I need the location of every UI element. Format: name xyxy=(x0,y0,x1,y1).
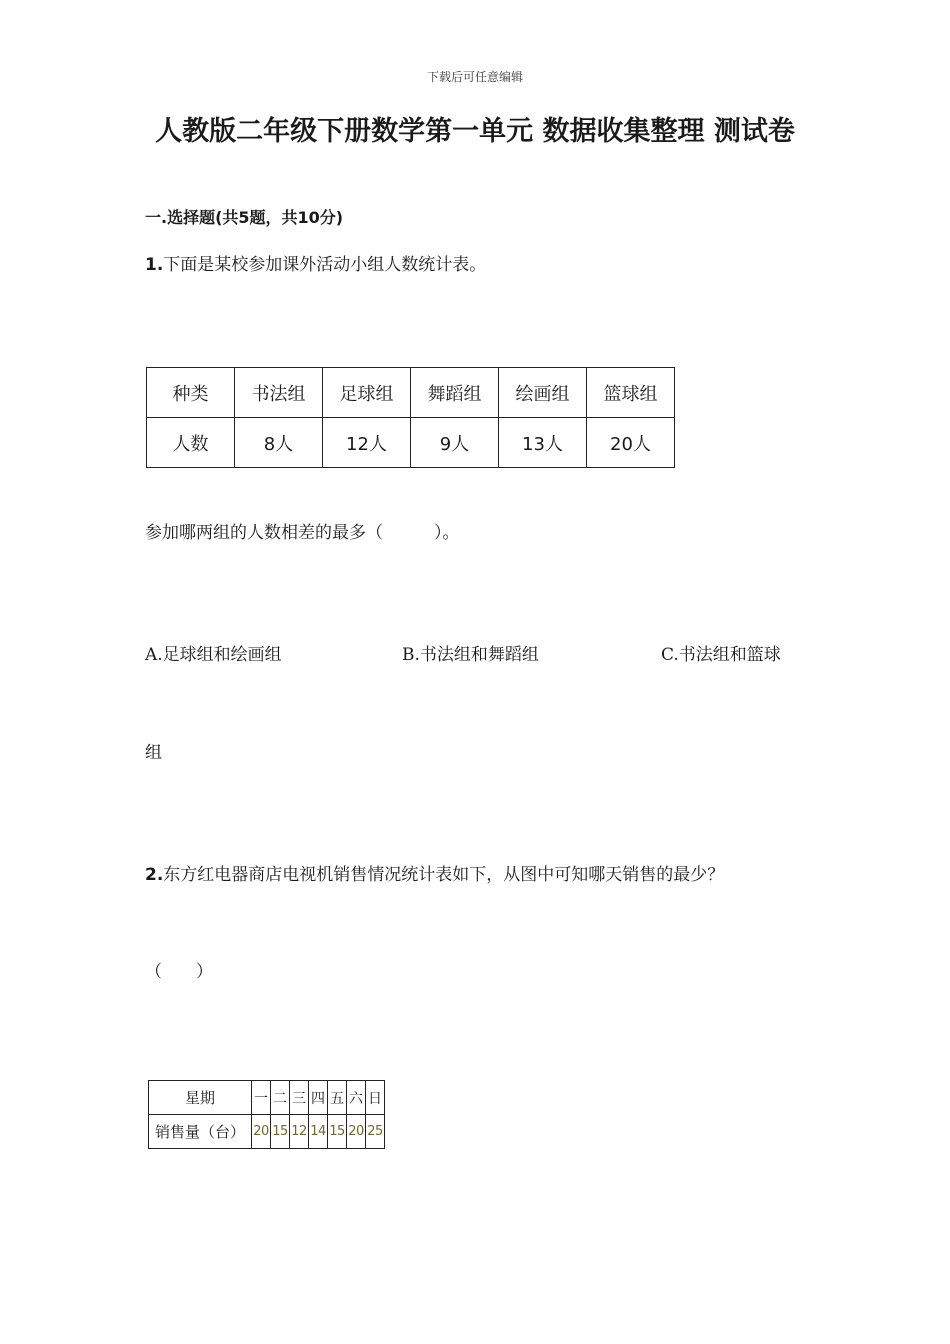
table-row xyxy=(147,418,675,468)
table-cell: 三 xyxy=(290,1081,309,1115)
option-c[interactable]: C.书法组和篮球 xyxy=(661,645,781,665)
table-cell: 五 xyxy=(328,1081,347,1115)
table-cell: 绘画组 xyxy=(499,368,587,418)
table-row xyxy=(149,1115,385,1149)
table-cell: 12人 xyxy=(323,418,411,468)
table-row xyxy=(147,368,675,418)
answer-blank[interactable]: （ ） xyxy=(145,962,213,982)
page-header: 下载后可任意编辑 xyxy=(426,70,523,84)
table-cell: 二 xyxy=(271,1081,290,1115)
question-1-number: 1. xyxy=(145,255,164,275)
section-heading: 一.选择题(共5题，共10分) xyxy=(145,208,344,227)
table-cell: 12 xyxy=(290,1115,309,1149)
table-cell: 日 xyxy=(366,1081,385,1115)
option-c-wrap: 组 xyxy=(145,743,162,763)
table-cell: 14 xyxy=(309,1115,328,1149)
question-1-prompt: 参加哪两组的人数相差的最多（ ）。 xyxy=(145,523,460,543)
table-cell: 13人 xyxy=(499,418,587,468)
table-cell: 15 xyxy=(271,1115,290,1149)
question-2-number: 2. xyxy=(145,865,164,885)
table-row-header: 种类 xyxy=(147,368,235,418)
table-cell: 舞蹈组 xyxy=(411,368,499,418)
option-b[interactable]: B.书法组和舞蹈组 xyxy=(402,645,539,665)
question-1 xyxy=(145,250,486,275)
table-row-header: 人数 xyxy=(147,418,235,468)
question-2 xyxy=(145,860,724,885)
question-2-text: 东方红电器商店电视机销售情况统计表如下，从图中可知哪天销售的最少？ xyxy=(163,865,725,885)
table-cell: 8人 xyxy=(235,418,323,468)
table-cell: 9人 xyxy=(411,418,499,468)
page-title: 人教版二年级下册数学第一单元 数据收集整理 测试卷 xyxy=(155,116,795,147)
table-row-header: 销售量（台） xyxy=(149,1115,252,1149)
table-cell: 20 xyxy=(252,1115,271,1149)
table-row-header: 星期 xyxy=(149,1081,252,1115)
table-cell: 15 xyxy=(328,1115,347,1149)
table-cell: 足球组 xyxy=(323,368,411,418)
table-cell: 书法组 xyxy=(235,368,323,418)
table-cell: 六 xyxy=(347,1081,366,1115)
table-row xyxy=(149,1081,385,1115)
table-cell: 四 xyxy=(309,1081,328,1115)
table-cell: 篮球组 xyxy=(587,368,675,418)
activity-group-table xyxy=(146,367,675,468)
table-cell: 25 xyxy=(366,1115,385,1149)
option-a[interactable]: A.足球组和绘画组 xyxy=(145,645,282,665)
question-1-text: 下面是某校参加课外活动小组人数统计表。 xyxy=(163,255,487,275)
tv-sales-table xyxy=(148,1080,385,1149)
table-cell: 20人 xyxy=(587,418,675,468)
table-cell: 一 xyxy=(252,1081,271,1115)
table-cell: 20 xyxy=(347,1115,366,1149)
